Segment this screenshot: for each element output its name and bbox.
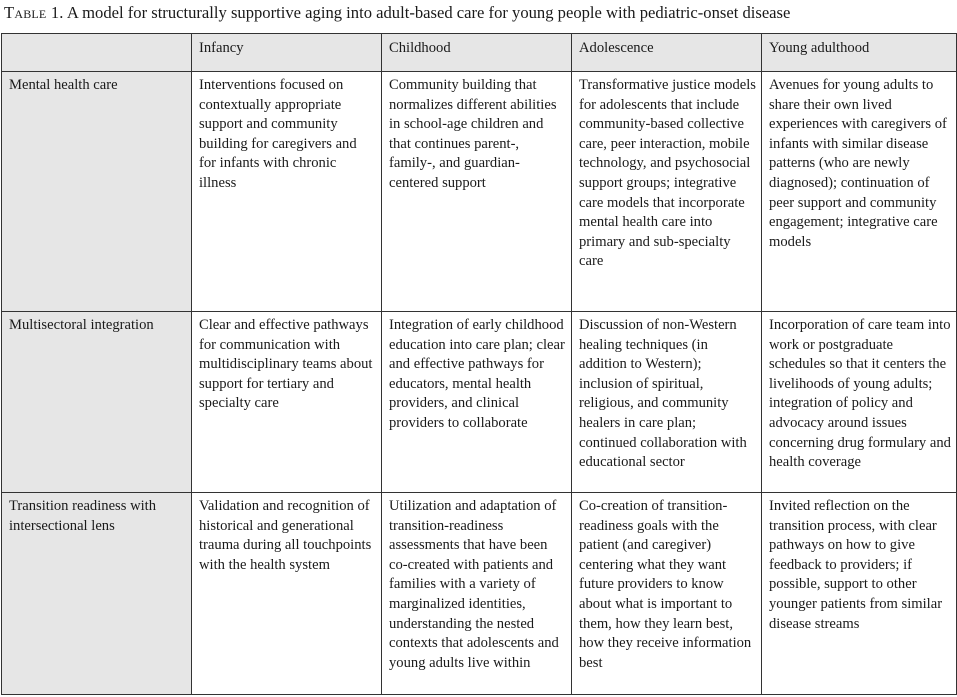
cell-multisectoral-adolescence: Discussion of non-Western healing techniques (in addition to Western); inclusion of spiritual, religious, and community healers in care plan; continued collaboration with educational sector bbox=[572, 312, 762, 493]
cell-transition-adolescence: Co-creation of transition-readiness goals with the patient (and caregiver) centering what they want future providers to know about what is important to them, how they learn best, how they receive information best bbox=[572, 493, 762, 695]
table-header-row bbox=[2, 34, 957, 72]
cell-transition-infancy: Validation and recognition of historical and generational trauma during all touchpoints with the health system bbox=[192, 493, 382, 695]
cell-transition-childhood: Utilization and adaptation of transition-readiness assessments that have been co-created with patients and families with a variety of marginalized identities, understanding the nested contexts that adolescents and young adults live within bbox=[382, 493, 572, 695]
cell-multisectoral-young-adulthood: Incorporation of care team into work or postgraduate schedules so that it centers the livelihoods of young adults; integration of policy and advocacy around issues concerning drug formulary and health coverage bbox=[762, 312, 957, 493]
header-cell-infancy: Infancy bbox=[192, 34, 382, 72]
table-row-multisectoral-integration bbox=[2, 312, 957, 493]
row-header-mental-health-care: Mental health care bbox=[2, 72, 192, 312]
cell-mental-health-young-adulthood: Avenues for young adults to share their own lived experiences with caregivers of infants with similar disease patterns (who are newly diagnosed); continuation of peer support and community engagement; integrative care models bbox=[762, 72, 957, 312]
header-cell-corner bbox=[2, 34, 192, 72]
header-cell-young-adulthood: Young adulthood bbox=[762, 34, 957, 72]
cell-multisectoral-childhood: Integration of early childhood education into care plan; clear and effective pathways for educators, mental health providers, and clinical providers to collaborate bbox=[382, 312, 572, 493]
cell-mental-health-adolescence: Transformative justice models for adolescents that include community-based collective care, peer interaction, mobile technology, and psychosocial support groups; integrative care models that incorporate mental health care into primary and sub-specialty care bbox=[572, 72, 762, 312]
table-row-mental-health-care bbox=[2, 72, 957, 312]
header-cell-adolescence: Adolescence bbox=[572, 34, 762, 72]
row-header-transition-readiness: Transition readiness with intersectional lens bbox=[2, 493, 192, 695]
cell-multisectoral-infancy: Clear and effective pathways for communication with multidisciplinary teams about support for tertiary and specialty care bbox=[192, 312, 382, 493]
header-cell-childhood: Childhood bbox=[382, 34, 572, 72]
table-row-transition-readiness bbox=[2, 493, 957, 695]
table-caption-title: A model for structurally supportive aging into adult-based care for young people with pediatric-onset disease bbox=[66, 3, 791, 22]
cell-mental-health-childhood: Community building that normalizes different abilities in school-age children and that continues parent-, family-, and guardian-centered support bbox=[382, 72, 572, 312]
table-caption-label: Table 1. bbox=[4, 3, 64, 22]
model-table bbox=[1, 33, 957, 695]
row-header-multisectoral-integration: Multisectoral integration bbox=[2, 312, 192, 493]
cell-mental-health-infancy: Interventions focused on contextually appropriate support and community building for caregivers and for infants with chronic illness bbox=[192, 72, 382, 312]
cell-transition-young-adulthood: Invited reflection on the transition process, with clear pathways on how to give feedback to providers; if possible, support to other younger patients from similar disease streams bbox=[762, 493, 957, 695]
table-caption bbox=[4, 2, 954, 24]
